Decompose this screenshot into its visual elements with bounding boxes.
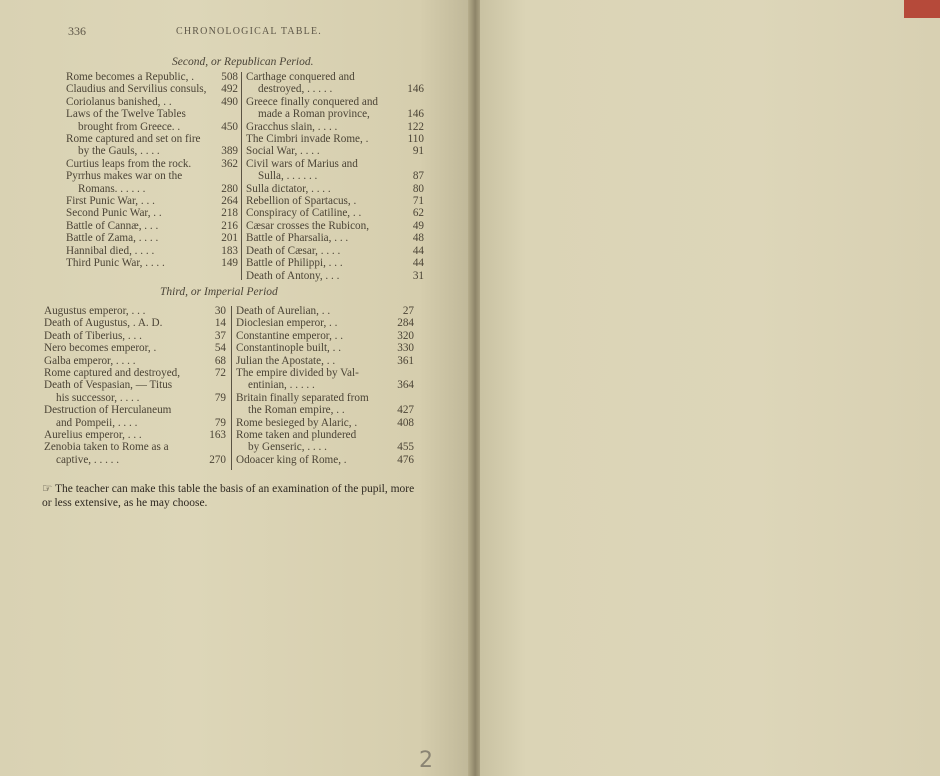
entry-year: 48 — [412, 232, 424, 245]
table-entry — [236, 379, 414, 391]
entry-year: 146 — [407, 108, 424, 121]
entry-year: 408 — [397, 416, 414, 429]
entry-event: Britain finally separated from — [236, 391, 369, 404]
right-page-blank — [480, 0, 940, 776]
entry-event: Claudius and Servilius consuls, — [66, 83, 207, 96]
entry-event: Death of Tiberius, . . . — [44, 329, 142, 342]
entry-event: Augustus emperor, . . . — [44, 305, 146, 317]
table-entry — [236, 317, 414, 329]
entry-year: 62 — [412, 207, 424, 220]
entry-event: Conspiracy of Catiline, . . — [246, 207, 362, 220]
entry-event: Battle of Pharsalia, . . . — [246, 232, 349, 245]
entry-year: 14 — [214, 317, 226, 330]
table-entry — [236, 367, 414, 379]
entry-year: 31 — [412, 269, 424, 282]
table-entry — [246, 83, 424, 95]
table-entry — [44, 379, 226, 391]
table-entry — [66, 83, 238, 95]
entry-year: 122 — [407, 120, 424, 133]
table-entry — [66, 145, 238, 157]
table-entry — [236, 404, 414, 416]
table-entry — [246, 207, 424, 219]
imperial-left-column — [44, 305, 226, 466]
republican-left-column — [66, 71, 238, 270]
entry-event: Zenobia taken to Rome as a — [44, 441, 169, 454]
entry-event: destroyed, . . . . . — [258, 83, 333, 96]
table-entry — [44, 367, 226, 379]
table-entry — [66, 220, 238, 232]
entry-year: 364 — [397, 379, 414, 392]
table-entry — [236, 330, 414, 342]
table-entry — [44, 392, 226, 404]
table-entry — [246, 170, 424, 182]
entry-event: by the Gauls, . . . . — [78, 145, 160, 158]
table-entry — [246, 121, 424, 133]
entry-event: Curtius leaps from the rock. — [66, 157, 192, 170]
entry-event: his successor, . . . . — [56, 391, 140, 404]
entry-event: Rome taken and plundered — [236, 429, 357, 442]
entry-event: First Punic War, . . . — [66, 195, 155, 208]
entry-year: 427 — [397, 404, 414, 417]
table-entry — [66, 96, 238, 108]
republican-right-column — [246, 71, 424, 282]
entry-event: Hannibal died, . . . . — [66, 244, 155, 257]
imperial-period-title: Third, or Imperial Period — [160, 286, 278, 298]
table-entry — [246, 195, 424, 207]
entry-event: Romans. . . . . . — [78, 182, 146, 195]
entry-event: by Genseric, . . . . — [248, 441, 327, 454]
entry-year: 27 — [402, 305, 414, 317]
entry-event: The empire divided by Val- — [236, 367, 359, 380]
entry-year: 110 — [407, 133, 424, 146]
entry-event: Death of Cæsar, . . . . — [246, 244, 341, 257]
entry-year: 149 — [221, 257, 238, 270]
table-entry — [66, 121, 238, 133]
entry-year: 79 — [214, 416, 226, 429]
table-entry — [66, 133, 238, 145]
entry-event: Death of Augustus, . A. D. — [44, 317, 163, 330]
table-entry — [66, 183, 238, 195]
entry-event: Nero becomes emperor, . — [44, 342, 157, 355]
table-entry — [246, 145, 424, 157]
entry-year: 362 — [221, 157, 238, 170]
entry-event: Rome becomes a Republic, . — [66, 71, 195, 83]
table-entry — [66, 195, 238, 207]
table-entry — [246, 183, 424, 195]
pencil-mark: 2 — [419, 748, 433, 773]
entry-year: 146 — [407, 83, 424, 96]
entry-year: 87 — [412, 170, 424, 183]
entry-year: 80 — [412, 182, 424, 195]
table-entry — [246, 232, 424, 244]
entry-event: Greece finally conquered and — [246, 95, 379, 108]
column-divider — [241, 72, 242, 280]
entry-year: 389 — [221, 145, 238, 158]
entry-event: the Roman empire, . . — [248, 404, 345, 417]
entry-year: 44 — [412, 257, 424, 270]
entry-event: made a Roman province, — [258, 108, 370, 121]
table-entry — [66, 71, 238, 83]
entry-year: 492 — [221, 83, 238, 96]
running-head: CHRONOLOGICAL TABLE. — [176, 26, 322, 37]
table-entry — [246, 108, 424, 120]
table-entry — [44, 441, 226, 453]
entry-event: Battle of Cannæ, . . . — [66, 219, 159, 232]
entry-event: Sulla, . . . . . . — [258, 170, 318, 183]
entry-event: Laws of the Twelve Tables — [66, 108, 186, 121]
entry-year: 91 — [412, 145, 424, 158]
entry-year: 361 — [397, 354, 414, 367]
entry-year: 490 — [221, 95, 238, 108]
entry-year: 284 — [397, 317, 414, 330]
entry-year: 44 — [412, 244, 424, 257]
entry-event: Gracchus slain, . . . . — [246, 120, 338, 133]
entry-event: Civil wars of Marius and — [246, 157, 358, 170]
entry-event: Carthage conquered and — [246, 71, 355, 83]
entry-event: Galba emperor, . . . . — [44, 354, 136, 367]
entry-event: Battle of Philippi, . . . — [246, 257, 343, 270]
entry-year: 72 — [214, 367, 226, 380]
entry-event: Pyrrhus makes war on the — [66, 170, 183, 183]
table-entry — [44, 317, 226, 329]
entry-event: Cæsar crosses the Rubicon, — [246, 219, 370, 232]
entry-event: Battle of Zama, . . . . — [66, 232, 159, 245]
entry-year: 218 — [221, 207, 238, 220]
entry-event: Julian the Apostate, . . — [236, 354, 336, 367]
entry-year: 270 — [209, 453, 226, 466]
entry-event: Constantinople built, . . — [236, 342, 342, 355]
table-entry — [66, 207, 238, 219]
entry-event: Social War, . . . . — [246, 145, 320, 158]
book-cover-edge — [904, 0, 940, 18]
table-entry — [44, 355, 226, 367]
entry-year: 54 — [214, 342, 226, 355]
imperial-right-column — [236, 305, 414, 466]
table-entry — [236, 392, 414, 404]
table-entry — [66, 170, 238, 182]
entry-event: Destruction of Herculaneum — [44, 404, 172, 417]
table-entry — [236, 417, 414, 429]
entry-event: Constantine emperor, . . — [236, 329, 344, 342]
entry-year: 280 — [221, 182, 238, 195]
table-entry — [66, 158, 238, 170]
entry-event: Coriolanus banished, . . — [66, 95, 172, 108]
entry-event: and Pompeii, . . . . — [56, 416, 138, 429]
entry-year: 330 — [397, 342, 414, 355]
table-entry — [246, 158, 424, 170]
table-entry — [246, 257, 424, 269]
table-entry — [66, 108, 238, 120]
entry-event: Sulla dictator, . . . . — [246, 182, 331, 195]
entry-event: Death of Vespasian, — Titus — [44, 379, 173, 392]
table-entry — [44, 417, 226, 429]
entry-event: Rome captured and destroyed, — [44, 367, 181, 380]
entry-event: captive, . . . . . — [56, 453, 120, 466]
table-entry — [236, 429, 414, 441]
table-entry — [236, 355, 414, 367]
table-entry — [236, 305, 414, 317]
entry-year: 476 — [397, 453, 414, 466]
entry-event: Death of Aurelian, . . — [236, 305, 331, 317]
table-entry — [246, 133, 424, 145]
entry-event: The Cimbri invade Rome, . — [246, 133, 369, 146]
table-entry — [44, 305, 226, 317]
table-entry — [236, 342, 414, 354]
table-entry — [236, 454, 414, 466]
table-entry — [44, 330, 226, 342]
entry-event: entinian, . . . . . — [248, 379, 315, 392]
table-entry — [66, 257, 238, 269]
entry-event: Aurelius emperor, . . . — [44, 429, 142, 442]
table-entry — [246, 270, 424, 282]
entry-event: Dioclesian emperor, . . — [236, 317, 338, 330]
table-entry — [236, 441, 414, 453]
table-entry — [246, 220, 424, 232]
republican-period-title: Second, or Republican Period. — [172, 56, 314, 68]
entry-year: 201 — [221, 232, 238, 245]
table-entry — [44, 404, 226, 416]
entry-year: 30 — [214, 305, 226, 317]
entry-year: 49 — [412, 219, 424, 232]
entry-event: Death of Antony, . . . — [246, 269, 340, 282]
entry-year: 450 — [221, 120, 238, 133]
table-entry — [66, 232, 238, 244]
entry-year: 71 — [412, 195, 424, 208]
entry-event: Second Punic War, . . — [66, 207, 162, 220]
entry-year: 37 — [214, 329, 226, 342]
table-entry — [246, 245, 424, 257]
table-entry — [44, 454, 226, 466]
entry-year: 68 — [214, 354, 226, 367]
table-entry — [44, 429, 226, 441]
table-entry — [66, 245, 238, 257]
table-entry — [246, 96, 424, 108]
entry-event: Rome captured and set on fire — [66, 133, 201, 146]
entry-year: 508 — [221, 71, 238, 83]
entry-event: Rome besieged by Alaric, . — [236, 416, 358, 429]
entry-year: 216 — [221, 219, 238, 232]
entry-event: Odoacer king of Rome, . — [236, 453, 347, 466]
page-number: 336 — [68, 24, 86, 38]
entry-year: 455 — [397, 441, 414, 454]
table-entry — [246, 71, 424, 83]
entry-year: 264 — [221, 195, 238, 208]
entry-event: Third Punic War, . . . . — [66, 257, 165, 270]
footnote: ☞ The teacher can make this table the basis of an examination of the pupil, more or less extensive, as he may choose. — [42, 483, 415, 509]
entry-year: 163 — [209, 429, 226, 442]
entry-event: Rebellion of Spartacus, . — [246, 195, 357, 208]
entry-year: 79 — [214, 391, 226, 404]
column-divider — [231, 306, 232, 470]
entry-year: 320 — [397, 329, 414, 342]
entry-event: brought from Greece. . — [78, 120, 181, 133]
entry-year: 183 — [221, 244, 238, 257]
table-entry — [44, 342, 226, 354]
